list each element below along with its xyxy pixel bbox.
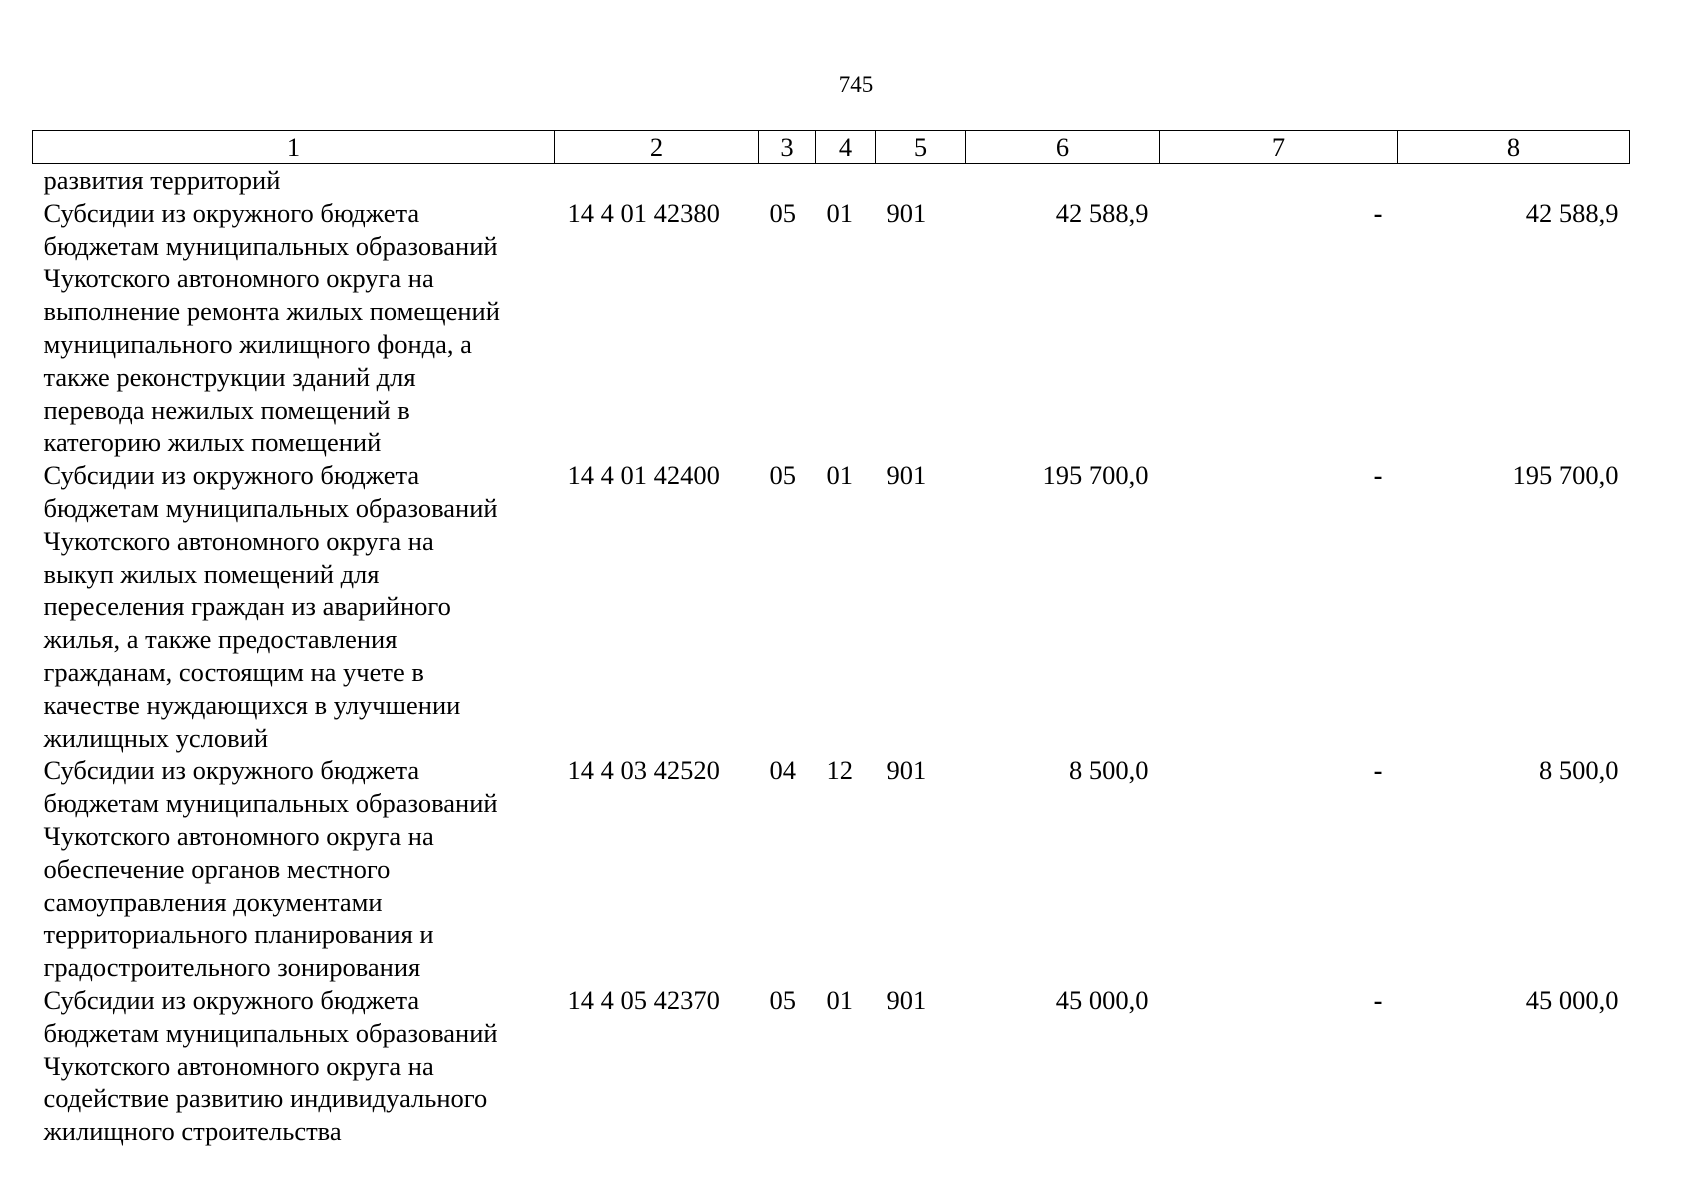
row-section: 05	[769, 460, 796, 491]
row-name-line: муниципального жилищного фонда, а	[43, 328, 472, 359]
row-name-line: переселения граждан из аварийного	[43, 591, 451, 622]
row-ved: 901	[886, 755, 927, 786]
row-code: 14 4 01 42380	[567, 197, 720, 228]
row-name-line: также реконструкции зданий для	[43, 361, 416, 392]
header-col-3: 3	[759, 131, 816, 164]
row-code: 14 4 05 42370	[567, 984, 720, 1015]
row-name-line: бюджетам муниципальных образований	[43, 492, 498, 523]
row-name-line: Чукотского автономного округа на	[43, 1050, 434, 1081]
header-col-8: 8	[1398, 131, 1630, 164]
header-col-4: 4	[816, 131, 876, 164]
row-name-line: содействие развитию индивидуального	[43, 1083, 488, 1114]
row-name-line: жилищных условий	[43, 722, 269, 753]
row-col7: -	[1373, 755, 1383, 786]
row-name-line: Субсидии из окружного бюджета	[43, 197, 420, 228]
row-name	[33, 459, 555, 754]
row-subsection: 01	[826, 197, 853, 228]
header-col-6: 6	[966, 131, 1160, 164]
row-name-line: Субсидии из окружного бюджета	[43, 984, 420, 1015]
row-name-line: самоуправления документами	[43, 886, 383, 917]
row-col8: 195 700,0	[1512, 460, 1619, 491]
row-col6: 195 700,0	[1042, 460, 1149, 491]
row-ved: 901	[886, 984, 927, 1015]
row-name-line: выкуп жилых помещений для	[43, 558, 380, 589]
row-col7: -	[1373, 460, 1383, 491]
row-col8: 45 000,0	[1525, 984, 1619, 1015]
row-name-line: категорию жилых помещений	[43, 427, 382, 458]
row-name-line: перевода нежилых помещений в	[43, 394, 410, 425]
table-row-continuation	[33, 164, 1630, 197]
header-col-5: 5	[876, 131, 966, 164]
row-col7: -	[1373, 197, 1383, 228]
row-name-line: бюджетам муниципальных образований	[43, 230, 498, 261]
table-row	[33, 984, 1630, 1148]
budget-table	[32, 130, 1630, 1148]
header-col-7: 7	[1160, 131, 1398, 164]
row-name-line: гражданам, состоящим на учете в	[43, 656, 424, 687]
row-name-line: выполнение ремонта жилых помещений	[43, 296, 500, 327]
table-header-row	[33, 131, 1630, 164]
table-row	[33, 754, 1630, 984]
row-ved: 901	[886, 460, 927, 491]
row-section: 05	[769, 984, 796, 1015]
row-name-line: Чукотского автономного округа на	[43, 525, 434, 556]
table-row	[33, 197, 1630, 459]
row-name-line: градостроительного зонирования	[43, 952, 421, 983]
row-col8: 42 588,9	[1525, 197, 1619, 228]
header-col-1: 1	[33, 131, 555, 164]
continuation-text: развития территорий	[43, 165, 281, 195]
row-name-line: жилья, а также предоставления	[43, 624, 398, 655]
row-name-line: Субсидии из окружного бюджета	[43, 460, 420, 491]
row-ved: 901	[886, 197, 927, 228]
row-name	[33, 984, 555, 1148]
table-row	[33, 459, 1630, 754]
row-name-line: обеспечение органов местного	[43, 853, 391, 884]
row-code: 14 4 01 42400	[567, 460, 720, 491]
row-name-line: бюджетам муниципальных образований	[43, 788, 498, 819]
row-section: 04	[769, 755, 796, 786]
header-col-2: 2	[555, 131, 759, 164]
row-section: 05	[769, 197, 796, 228]
row-col7: -	[1373, 984, 1383, 1015]
row-name-line: Чукотского автономного округа на	[43, 263, 434, 294]
row-code: 14 4 03 42520	[567, 755, 720, 786]
row-subsection: 12	[826, 755, 853, 786]
row-name-line: Чукотского автономного округа на	[43, 820, 434, 851]
row-col6: 42 588,9	[1055, 197, 1149, 228]
row-name-line: качестве нуждающихся в улучшении	[43, 689, 461, 720]
row-col6: 8 500,0	[1069, 755, 1149, 786]
row-col8: 8 500,0	[1539, 755, 1619, 786]
page-number: 745	[838, 72, 874, 97]
row-name-line: Субсидии из окружного бюджета	[43, 755, 420, 786]
row-subsection: 01	[826, 460, 853, 491]
row-subsection: 01	[826, 984, 853, 1015]
row-name-line: жилищного строительства	[43, 1116, 342, 1147]
row-name	[33, 754, 555, 984]
row-name-line: территориального планирования и	[43, 919, 434, 950]
row-col6: 45 000,0	[1055, 984, 1149, 1015]
row-name-line: бюджетам муниципальных образований	[43, 1017, 498, 1048]
row-name	[33, 197, 555, 459]
